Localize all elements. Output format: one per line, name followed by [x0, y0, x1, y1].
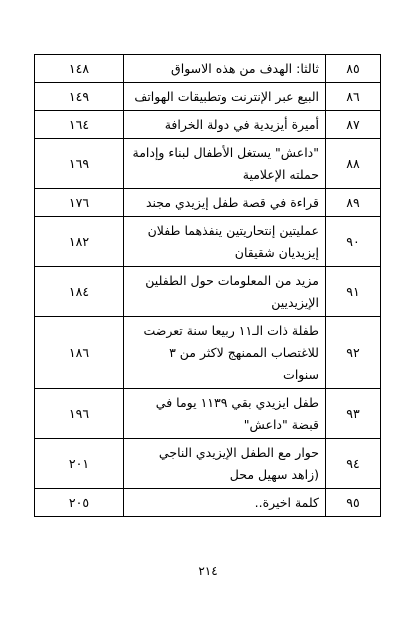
entry-number: ٩٠ [326, 217, 381, 267]
entry-page: ٢٠٥ [35, 489, 124, 517]
toc-body [35, 55, 381, 517]
entry-number: ٨٩ [326, 189, 381, 217]
entry-title: ثالثا: الهدف من هذه الاسواق [124, 55, 326, 83]
page-number: ٢١٤ [198, 564, 218, 578]
entry-title: أميرة أيزيدية في دولة الخرافة [124, 111, 326, 139]
table-row [35, 83, 381, 111]
entry-title: طفل ايزيدي بقي ١١٣٩ يوما في قبضة "داعش" [124, 389, 326, 439]
entry-page: ١٩٦ [35, 389, 124, 439]
table-row [35, 217, 381, 267]
entry-page: ١٤٨ [35, 55, 124, 83]
entry-title: طفلة ذات الـ١١ ربيعا سنة تعرضت للاغتصاب الممنهج لاكثر من ٣ سنوات [124, 317, 326, 389]
entry-number: ٨٥ [326, 55, 381, 83]
table-row [35, 55, 381, 83]
table-row [35, 439, 381, 489]
entry-number: ٨٦ [326, 83, 381, 111]
entry-title: قراءة في قصة طفل إيزيدي مجند [124, 189, 326, 217]
entry-title: حوار مع الطفل الإيزيدي الناجي (زاهد سهيل محل [124, 439, 326, 489]
table-row [35, 189, 381, 217]
entry-page: ١٨٢ [35, 217, 124, 267]
entry-page: ١٧٦ [35, 189, 124, 217]
entry-title: عمليتين إنتحاريتين ينفذهما طفلان إيزيديان شقيقان [124, 217, 326, 267]
entry-page: ١٨٦ [35, 317, 124, 389]
table-row [35, 111, 381, 139]
table-of-contents [34, 54, 381, 517]
entry-number: ٩١ [326, 267, 381, 317]
table-row [35, 489, 381, 517]
entry-number: ٩٢ [326, 317, 381, 389]
entry-page: ١٨٤ [35, 267, 124, 317]
table-row [35, 267, 381, 317]
entry-title: "داعش" يستغل الأطفال لبناء وإدامة حملته الإعلامية [124, 139, 326, 189]
entry-page: ١٤٩ [35, 83, 124, 111]
entry-page: ١٦٤ [35, 111, 124, 139]
entry-number: ٩٣ [326, 389, 381, 439]
entry-number: ٨٧ [326, 111, 381, 139]
entry-number: ٩٤ [326, 439, 381, 489]
entry-title: كلمة اخيرة.. [124, 489, 326, 517]
entry-page: ٢٠١ [35, 439, 124, 489]
table-row [35, 389, 381, 439]
entry-page: ١٦٩ [35, 139, 124, 189]
entry-number: ٩٥ [326, 489, 381, 517]
entry-number: ٨٨ [326, 139, 381, 189]
entry-title: البيع عبر الإنترنت وتطبيقات الهواتف [124, 83, 326, 111]
table-row [35, 317, 381, 389]
table-row [35, 139, 381, 189]
entry-title: مزيد من المعلومات حول الطفلين الإيزيديين [124, 267, 326, 317]
